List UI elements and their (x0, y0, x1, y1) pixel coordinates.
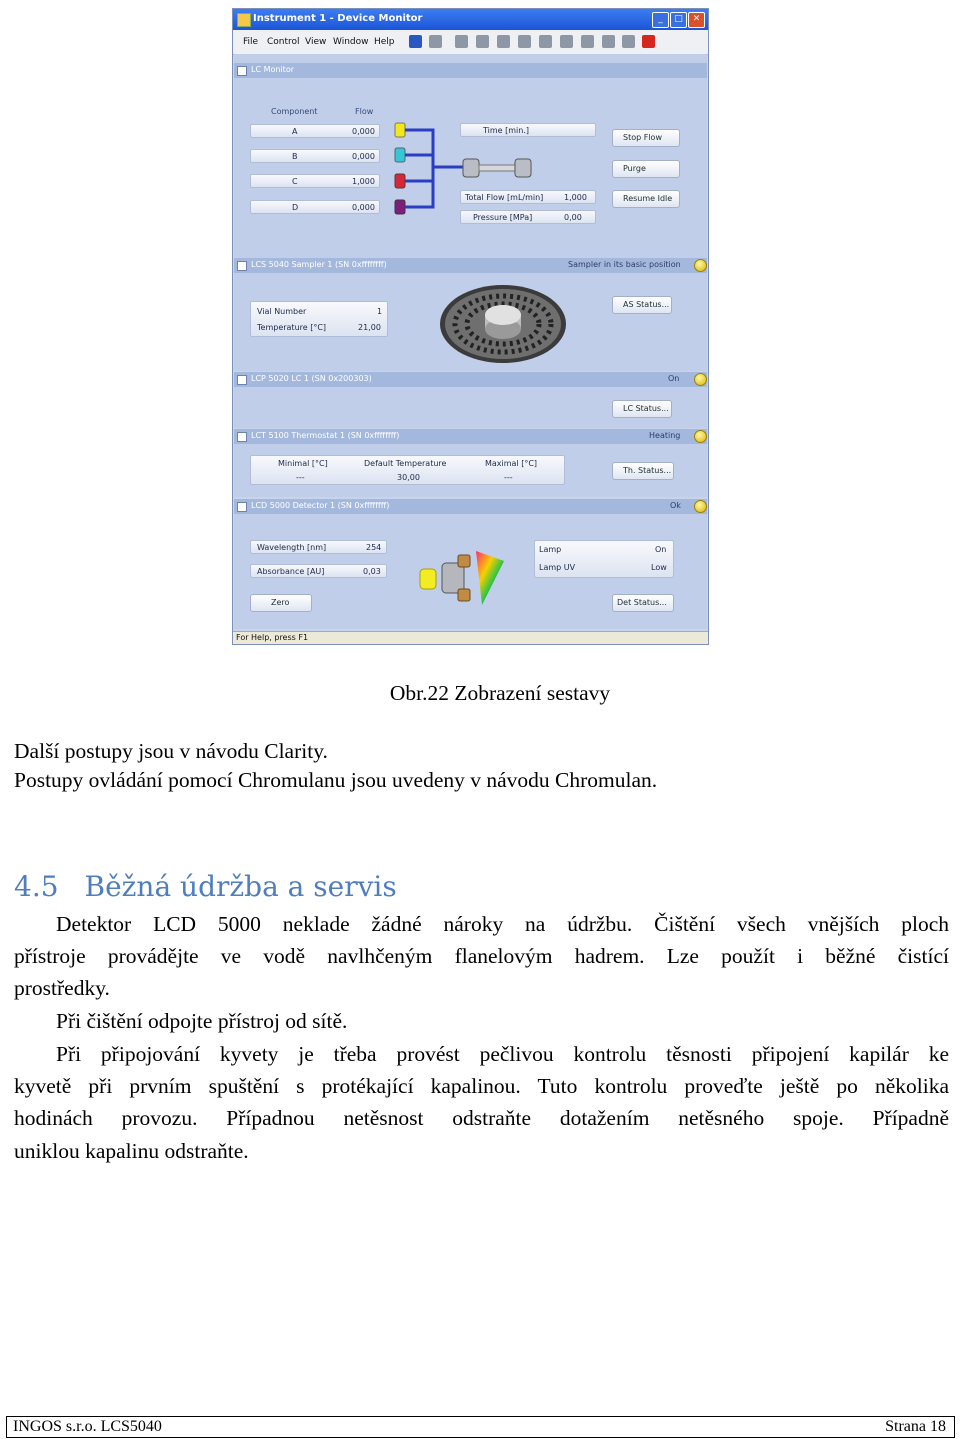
wavelength-label: Wavelength [nm] (257, 543, 327, 552)
thermostat-checkbox[interactable] (237, 432, 247, 442)
detector-title: LCD 5000 Detector 1 (SN 0xffffffff) (251, 501, 390, 510)
pressure-field (460, 210, 596, 224)
lc-status-button[interactable]: LC Status... (612, 400, 672, 418)
section-number: 4.5 (14, 870, 59, 903)
paragraph-line: uniklou kapalinu odstraňte. (14, 1139, 249, 1163)
thermostat-info-box (250, 455, 565, 485)
minimal-value: --- (296, 473, 305, 482)
paragraph-line: Detektor LCD 5000 neklade žádné nároky na údržbu. Čištění všech vnějších ploch (56, 912, 949, 936)
pump-status-led-icon (694, 373, 707, 386)
total-flow-field (460, 190, 596, 204)
thermostat-status-led-icon (694, 430, 707, 443)
component-row (250, 200, 380, 214)
tubing (405, 130, 463, 207)
vial-number-value: 1 (377, 307, 383, 316)
stop-icon[interactable] (539, 35, 552, 48)
column-fitting-icon (515, 159, 531, 177)
thermostat-status: Heating (649, 431, 681, 440)
component-row (250, 174, 380, 188)
component-flow: 0,000 (352, 203, 375, 212)
page-footer (6, 1416, 955, 1438)
detector-status: Ok (670, 501, 681, 510)
sampler-title: LCS 5040 Sampler 1 (SN 0xffffffff) (251, 260, 387, 269)
component-label: Component (271, 107, 318, 116)
toolbar-icon[interactable] (560, 35, 573, 48)
menu-bar (233, 30, 708, 55)
menu-window[interactable]: Window (333, 37, 369, 47)
sampler-info-box (250, 301, 388, 337)
th-status-button[interactable]: Th. Status... (612, 462, 674, 480)
section-heading (14, 870, 397, 903)
as-status-button[interactable]: AS Status... (612, 296, 672, 314)
component-name: B (292, 152, 298, 161)
pump-title: LCP 5020 LC 1 (SN 0x200303) (251, 374, 372, 383)
chromatogram-icon[interactable] (409, 35, 422, 48)
detector-checkbox[interactable] (237, 502, 247, 512)
paragraph-line: hodinách provozu. Případnou netěsnost odstraňte dotažením netěsného spoje. Případně (14, 1106, 949, 1130)
title-bar (233, 9, 708, 30)
status-bar (233, 631, 708, 645)
temperature-label: Temperature [°C] (257, 323, 327, 332)
menu-help[interactable]: Help (374, 37, 395, 47)
paragraph-line: prostředky. (14, 976, 110, 1000)
wavelength-value: 254 (366, 543, 382, 552)
pump-checkbox[interactable] (237, 375, 247, 385)
column-icon (479, 165, 515, 171)
detector-optics-icon (418, 547, 508, 609)
camera-icon[interactable] (518, 35, 531, 48)
menu-view[interactable]: View (305, 37, 327, 47)
total-flow-label: Total Flow [mL/min] (465, 193, 544, 202)
device-monitor-window (232, 8, 709, 645)
toolbar-icon[interactable] (602, 35, 615, 48)
sampler-status-led-icon (694, 259, 707, 272)
sampler-checkbox[interactable] (237, 261, 247, 271)
toolbar-icon[interactable] (455, 35, 468, 48)
lamp-uv-value: Low (651, 563, 667, 572)
mixer-icon (463, 159, 479, 177)
component-flow: 0,000 (352, 152, 375, 161)
maximize-button[interactable]: □ (670, 12, 687, 28)
bottle-a-icon (395, 123, 405, 137)
paragraph-clarity: Další postupy jsou v návodu Clarity. (14, 739, 328, 763)
absorbance-field (250, 564, 387, 578)
thermostat-title: LCT 5100 Thermostat 1 (SN 0xffffffff) (251, 431, 400, 440)
sampler-header (234, 258, 707, 273)
absorbance-label: Absorbance [AU] (257, 567, 325, 576)
maximal-label: Maximal [°C] (485, 459, 538, 468)
bottle-c-icon (395, 174, 405, 188)
time-label: Time [min.] (483, 126, 529, 135)
component-row (250, 149, 380, 163)
window-title: Instrument 1 - Device Monitor (253, 13, 423, 24)
lamp-uv-label: Lamp UV (539, 563, 576, 572)
vial-number-label: Vial Number (257, 307, 307, 316)
paragraph-line: kyvetě při prvním spuštění s protékající kapalinou. Tuto kontrolu proveďte ještě po několika (14, 1074, 949, 1098)
stop-flow-button[interactable]: Stop Flow (612, 129, 680, 147)
pressure-value: 0,00 (564, 213, 582, 222)
minimal-label: Minimal [°C] (278, 459, 328, 468)
bottle-b-icon (395, 148, 405, 162)
close-button[interactable]: ✕ (688, 12, 705, 28)
lamp-label: Lamp (539, 545, 562, 554)
pump-header (234, 372, 707, 387)
flow-label: Flow (355, 107, 374, 116)
component-name: A (292, 127, 298, 136)
section-title: Běžná údržba a servis (84, 870, 397, 903)
component-name: D (292, 203, 299, 212)
paragraph-line: Při připojování kyvety je třeba provést pečlivou kontrolu těsnosti připojení kapilár ke (56, 1042, 949, 1066)
footer-page-number: Strana 18 (885, 1418, 946, 1435)
footer-company: INGOS s.r.o. LCS5040 (13, 1418, 162, 1435)
app-icon (237, 13, 251, 27)
zero-button[interactable]: Zero (250, 594, 312, 612)
absorbance-value: 0,03 (363, 567, 381, 576)
component-row (250, 124, 380, 138)
lamp-value: On (655, 545, 667, 554)
figure-caption: Obr.22 Zobrazení sestavy (389, 681, 611, 705)
paragraph-chromulan: Postupy ovládání pomocí Chromulanu jsou uvedeny v návodu Chromulan. (14, 768, 658, 792)
wavelength-field (250, 540, 387, 554)
default-temperature-value: 30,00 (397, 473, 420, 482)
det-status-button[interactable]: Det Status... (612, 594, 674, 612)
resume-idle-button[interactable]: Resume Idle (612, 190, 680, 208)
sampler-tray-icon (438, 283, 568, 365)
lamp-info-box (534, 540, 674, 578)
thermostat-header (234, 429, 707, 444)
lc-monitor-header (234, 63, 707, 78)
component-flow: 0,000 (352, 127, 375, 136)
detector-status-led-icon (694, 500, 707, 513)
menu-control[interactable]: Control (267, 37, 300, 47)
toolbar-icon[interactable] (429, 35, 442, 48)
toolbar-icon[interactable] (497, 35, 510, 48)
bottle-d-icon (395, 200, 405, 214)
total-flow-value: 1,000 (564, 193, 587, 202)
component-name: C (292, 177, 298, 186)
lc-monitor-checkbox[interactable] (237, 66, 247, 76)
emergency-stop-icon[interactable] (642, 35, 655, 48)
toolbar-icon[interactable] (476, 35, 489, 48)
lc-monitor-title: LC Monitor (251, 65, 294, 74)
detector-header (234, 499, 707, 514)
menu-file[interactable]: File (243, 37, 259, 47)
time-field (460, 123, 596, 137)
paragraph-line: přístroje provádějte ve vodě navlhčeným flanelovým hadrem. Lze použít i běžné čistící (14, 944, 949, 968)
maximal-value: --- (504, 473, 513, 482)
default-temperature-label: Default Temperature (364, 459, 447, 468)
hand-icon[interactable] (622, 35, 635, 48)
paragraph-line: Při čištění odpojte přístroj od sítě. (56, 1009, 348, 1033)
status-bar-text: For Help, press F1 (236, 633, 309, 642)
toolbar-icon[interactable] (581, 35, 594, 48)
purge-button[interactable]: Purge (612, 160, 680, 178)
sampler-status: Sampler in its basic position (568, 260, 681, 269)
component-flow: 1,000 (352, 177, 375, 186)
temperature-value: 21,00 (358, 323, 381, 332)
pressure-label: Pressure [MPa] (473, 213, 533, 222)
minimize-button[interactable]: _ (652, 12, 669, 28)
pump-status: On (668, 374, 680, 383)
